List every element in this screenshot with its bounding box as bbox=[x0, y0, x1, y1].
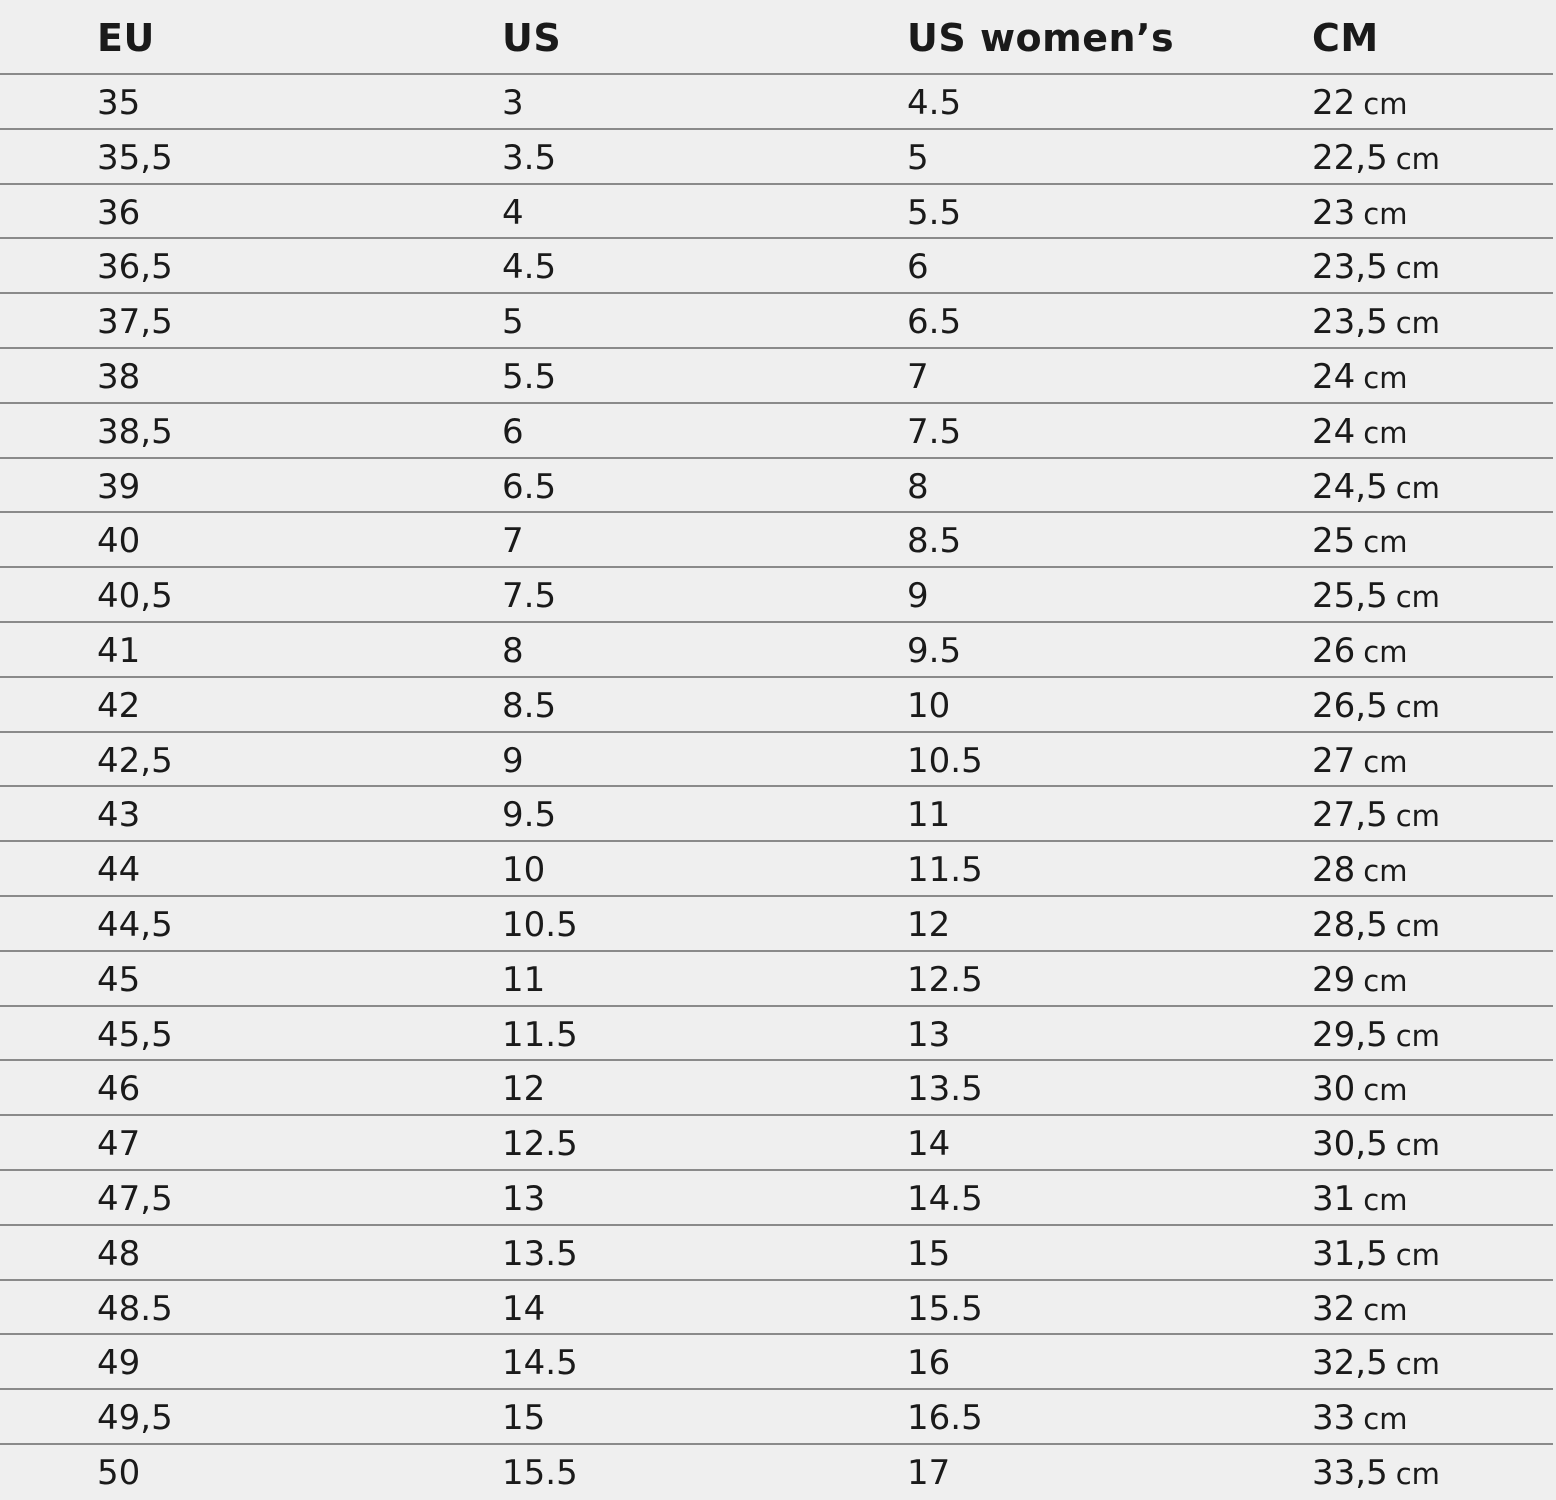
cell-cm bbox=[1312, 1341, 1440, 1386]
cm-unit: cm bbox=[1395, 1018, 1440, 1053]
table-row bbox=[0, 459, 1553, 514]
table-row bbox=[0, 1390, 1553, 1445]
cell-cm bbox=[1312, 848, 1407, 893]
cell-us-womens: 8.5 bbox=[907, 521, 962, 562]
cell-eu: 39 bbox=[97, 466, 141, 507]
cell-us: 10.5 bbox=[502, 905, 578, 945]
cell-us: 13 bbox=[502, 1179, 546, 1219]
cm-unit: cm bbox=[1363, 415, 1408, 450]
table-row bbox=[0, 1445, 1553, 1500]
header-us: US bbox=[502, 16, 562, 60]
cell-us: 5 bbox=[502, 302, 524, 343]
cell-us-womens: 6 bbox=[907, 247, 929, 288]
cm-unit: cm bbox=[1363, 196, 1408, 231]
cm-value: 31 bbox=[1312, 1179, 1356, 1219]
cm-value: 24 bbox=[1312, 411, 1356, 452]
cell-us-womens: 10.5 bbox=[907, 740, 983, 781]
cell-us: 3.5 bbox=[502, 137, 557, 178]
cell-us: 9 bbox=[502, 740, 524, 781]
cm-value: 28 bbox=[1312, 850, 1356, 891]
cm-value: 22,5 bbox=[1312, 137, 1388, 178]
cell-us: 9.5 bbox=[502, 795, 557, 836]
cm-value: 31,5 bbox=[1312, 1233, 1388, 1274]
cm-unit: cm bbox=[1363, 1292, 1408, 1327]
cell-us: 15 bbox=[502, 1398, 546, 1439]
cell-us: 6 bbox=[502, 411, 524, 452]
cell-us-womens: 5.5 bbox=[907, 192, 962, 233]
cell-us-womens: 16 bbox=[907, 1343, 951, 1384]
cell-us: 11.5 bbox=[502, 1014, 578, 1055]
table-row bbox=[0, 1061, 1553, 1116]
cell-eu: 50 bbox=[97, 1453, 141, 1493]
cm-value: 27 bbox=[1312, 740, 1356, 781]
cell-us-womens: 14 bbox=[907, 1124, 951, 1165]
cm-unit: cm bbox=[1395, 306, 1440, 341]
table-header-row bbox=[0, 0, 1553, 75]
cell-us: 4 bbox=[502, 192, 524, 233]
cell-eu: 37,5 bbox=[97, 302, 173, 343]
table-row bbox=[0, 1281, 1553, 1336]
table-row bbox=[0, 239, 1553, 294]
cm-value: 24,5 bbox=[1312, 466, 1388, 507]
cell-us-womens: 12 bbox=[907, 905, 951, 945]
cell-cm bbox=[1312, 81, 1407, 126]
cell-us-womens: 13 bbox=[907, 1014, 951, 1055]
cell-eu: 45 bbox=[97, 959, 141, 1000]
cm-value: 29,5 bbox=[1312, 1014, 1388, 1055]
cell-us: 12.5 bbox=[502, 1124, 578, 1165]
cell-eu: 41 bbox=[97, 631, 141, 671]
cell-us-womens: 13.5 bbox=[907, 1069, 983, 1110]
cell-eu: 46 bbox=[97, 1069, 141, 1110]
table-row bbox=[0, 897, 1553, 952]
cell-cm bbox=[1312, 1177, 1407, 1222]
cell-us: 7 bbox=[502, 521, 524, 562]
cm-unit: cm bbox=[1395, 799, 1440, 834]
table-row bbox=[0, 130, 1553, 185]
table-row bbox=[0, 75, 1553, 130]
cm-unit: cm bbox=[1363, 361, 1408, 395]
cm-unit: cm bbox=[1395, 909, 1440, 943]
cell-us: 3 bbox=[502, 83, 524, 123]
cell-us: 15.5 bbox=[502, 1453, 578, 1493]
cm-unit: cm bbox=[1395, 1347, 1440, 1382]
cm-value: 33,5 bbox=[1312, 1453, 1388, 1493]
cell-us-womens: 15.5 bbox=[907, 1288, 983, 1329]
cell-cm bbox=[1312, 300, 1440, 345]
header-cm: CM bbox=[1312, 16, 1379, 60]
cell-us-womens: 5 bbox=[907, 137, 929, 178]
cm-value: 22 bbox=[1312, 83, 1356, 123]
cm-unit: cm bbox=[1395, 1457, 1440, 1491]
cell-us-womens: 11.5 bbox=[907, 850, 983, 891]
table-row bbox=[0, 1226, 1553, 1281]
cell-us: 5.5 bbox=[502, 357, 557, 397]
cell-us-womens: 9.5 bbox=[907, 631, 962, 671]
cell-cm bbox=[1312, 574, 1440, 619]
cell-eu: 48 bbox=[97, 1233, 141, 1274]
cell-cm bbox=[1312, 1396, 1407, 1441]
cell-cm bbox=[1312, 629, 1407, 674]
table-row bbox=[0, 1116, 1553, 1171]
cell-cm bbox=[1312, 958, 1407, 1003]
cell-us: 14.5 bbox=[502, 1343, 578, 1384]
cell-eu: 35 bbox=[97, 83, 141, 123]
cm-value: 33 bbox=[1312, 1398, 1356, 1439]
cm-value: 23,5 bbox=[1312, 247, 1388, 288]
cm-value: 23 bbox=[1312, 192, 1356, 233]
cell-cm bbox=[1312, 1232, 1440, 1277]
cm-value: 24 bbox=[1312, 357, 1356, 397]
cell-us: 13.5 bbox=[502, 1233, 578, 1274]
cell-us-womens: 14.5 bbox=[907, 1179, 983, 1219]
cell-us: 8.5 bbox=[502, 685, 557, 726]
cm-unit: cm bbox=[1363, 87, 1408, 121]
cell-cm bbox=[1312, 684, 1440, 729]
cell-us-womens: 9 bbox=[907, 576, 929, 617]
cell-us: 11 bbox=[502, 959, 546, 1000]
cm-unit: cm bbox=[1363, 854, 1408, 889]
table-row bbox=[0, 787, 1553, 842]
cell-us-womens: 12.5 bbox=[907, 959, 983, 1000]
cell-us-womens: 15 bbox=[907, 1233, 951, 1274]
cell-eu: 35,5 bbox=[97, 137, 173, 178]
cm-value: 25,5 bbox=[1312, 576, 1388, 617]
cm-unit: cm bbox=[1395, 251, 1440, 286]
cell-us-womens: 6.5 bbox=[907, 302, 962, 343]
cell-cm bbox=[1312, 739, 1407, 784]
cell-us: 6.5 bbox=[502, 466, 557, 507]
cell-eu: 44,5 bbox=[97, 905, 173, 945]
cell-eu: 44 bbox=[97, 850, 141, 891]
cell-eu: 42 bbox=[97, 685, 141, 726]
cell-cm bbox=[1312, 1122, 1440, 1167]
cell-cm bbox=[1312, 1451, 1440, 1496]
cm-unit: cm bbox=[1395, 689, 1440, 724]
table-row bbox=[0, 1171, 1553, 1226]
cm-unit: cm bbox=[1395, 1237, 1440, 1272]
header-us-womens: US women’s bbox=[907, 16, 1175, 60]
table-row bbox=[0, 733, 1553, 788]
cm-unit: cm bbox=[1363, 1183, 1408, 1217]
cell-eu: 49 bbox=[97, 1343, 141, 1384]
cell-cm bbox=[1312, 465, 1440, 510]
cell-us-womens: 10 bbox=[907, 685, 951, 726]
cell-eu: 43 bbox=[97, 795, 141, 836]
cm-unit: cm bbox=[1363, 635, 1408, 669]
cell-cm bbox=[1312, 136, 1440, 181]
cell-cm bbox=[1312, 903, 1440, 948]
cm-value: 30 bbox=[1312, 1069, 1356, 1110]
cell-us: 4.5 bbox=[502, 247, 557, 288]
cm-unit: cm bbox=[1363, 525, 1408, 560]
cell-cm bbox=[1312, 1287, 1407, 1332]
cell-cm bbox=[1312, 793, 1440, 838]
cell-cm bbox=[1312, 1013, 1440, 1058]
table-row bbox=[0, 952, 1553, 1007]
table-row bbox=[0, 294, 1553, 349]
cell-eu: 49,5 bbox=[97, 1398, 173, 1439]
cell-cm bbox=[1312, 191, 1407, 236]
cell-eu: 40 bbox=[97, 521, 141, 562]
cm-unit: cm bbox=[1363, 963, 1408, 998]
cell-eu: 42,5 bbox=[97, 740, 173, 781]
cell-eu: 45,5 bbox=[97, 1014, 173, 1055]
table-row bbox=[0, 185, 1553, 240]
cm-value: 30,5 bbox=[1312, 1124, 1388, 1165]
cell-us: 8 bbox=[502, 631, 524, 671]
cm-value: 26,5 bbox=[1312, 685, 1388, 726]
cm-value: 27,5 bbox=[1312, 795, 1388, 836]
cell-eu: 36 bbox=[97, 192, 141, 233]
cm-value: 29 bbox=[1312, 959, 1356, 1000]
cell-us-womens: 4.5 bbox=[907, 83, 962, 123]
cell-eu: 47,5 bbox=[97, 1179, 173, 1219]
cm-unit: cm bbox=[1363, 1402, 1408, 1437]
cell-cm bbox=[1312, 410, 1407, 455]
cm-value: 23,5 bbox=[1312, 302, 1388, 343]
cm-unit: cm bbox=[1363, 744, 1408, 779]
cell-cm bbox=[1312, 519, 1407, 564]
cell-cm bbox=[1312, 1067, 1407, 1112]
cm-unit: cm bbox=[1395, 470, 1440, 505]
cell-cm bbox=[1312, 245, 1440, 290]
cell-us-womens: 7 bbox=[907, 357, 929, 397]
cell-us: 10 bbox=[502, 850, 546, 891]
table-row bbox=[0, 842, 1553, 897]
cell-us-womens: 16.5 bbox=[907, 1398, 983, 1439]
table-row bbox=[0, 1007, 1553, 1062]
cell-cm bbox=[1312, 355, 1407, 400]
cm-value: 28,5 bbox=[1312, 905, 1388, 945]
cm-value: 32,5 bbox=[1312, 1343, 1388, 1384]
cell-eu: 47 bbox=[97, 1124, 141, 1165]
cell-eu: 38 bbox=[97, 357, 141, 397]
cell-eu: 36,5 bbox=[97, 247, 173, 288]
cell-eu: 48.5 bbox=[97, 1288, 173, 1329]
cell-us-womens: 7.5 bbox=[907, 411, 962, 452]
cm-value: 26 bbox=[1312, 631, 1356, 671]
cm-unit: cm bbox=[1363, 1073, 1408, 1108]
cell-us-womens: 8 bbox=[907, 466, 929, 507]
table-row bbox=[0, 623, 1553, 678]
cell-us-womens: 11 bbox=[907, 795, 951, 836]
cm-value: 32 bbox=[1312, 1288, 1356, 1329]
cm-unit: cm bbox=[1395, 580, 1440, 615]
table-row bbox=[0, 1335, 1553, 1390]
cell-us: 12 bbox=[502, 1069, 546, 1110]
cell-eu: 40,5 bbox=[97, 576, 173, 617]
cell-us-womens: 17 bbox=[907, 1453, 951, 1493]
table-row bbox=[0, 404, 1553, 459]
table-row bbox=[0, 678, 1553, 733]
cm-value: 25 bbox=[1312, 521, 1356, 562]
cm-unit: cm bbox=[1395, 1128, 1440, 1163]
table-row bbox=[0, 568, 1553, 623]
cell-us: 7.5 bbox=[502, 576, 557, 617]
cell-us: 14 bbox=[502, 1288, 546, 1329]
cell-eu: 38,5 bbox=[97, 411, 173, 452]
header-eu: EU bbox=[97, 16, 155, 60]
table-row bbox=[0, 349, 1553, 404]
table-row bbox=[0, 513, 1553, 568]
cm-unit: cm bbox=[1395, 141, 1440, 176]
